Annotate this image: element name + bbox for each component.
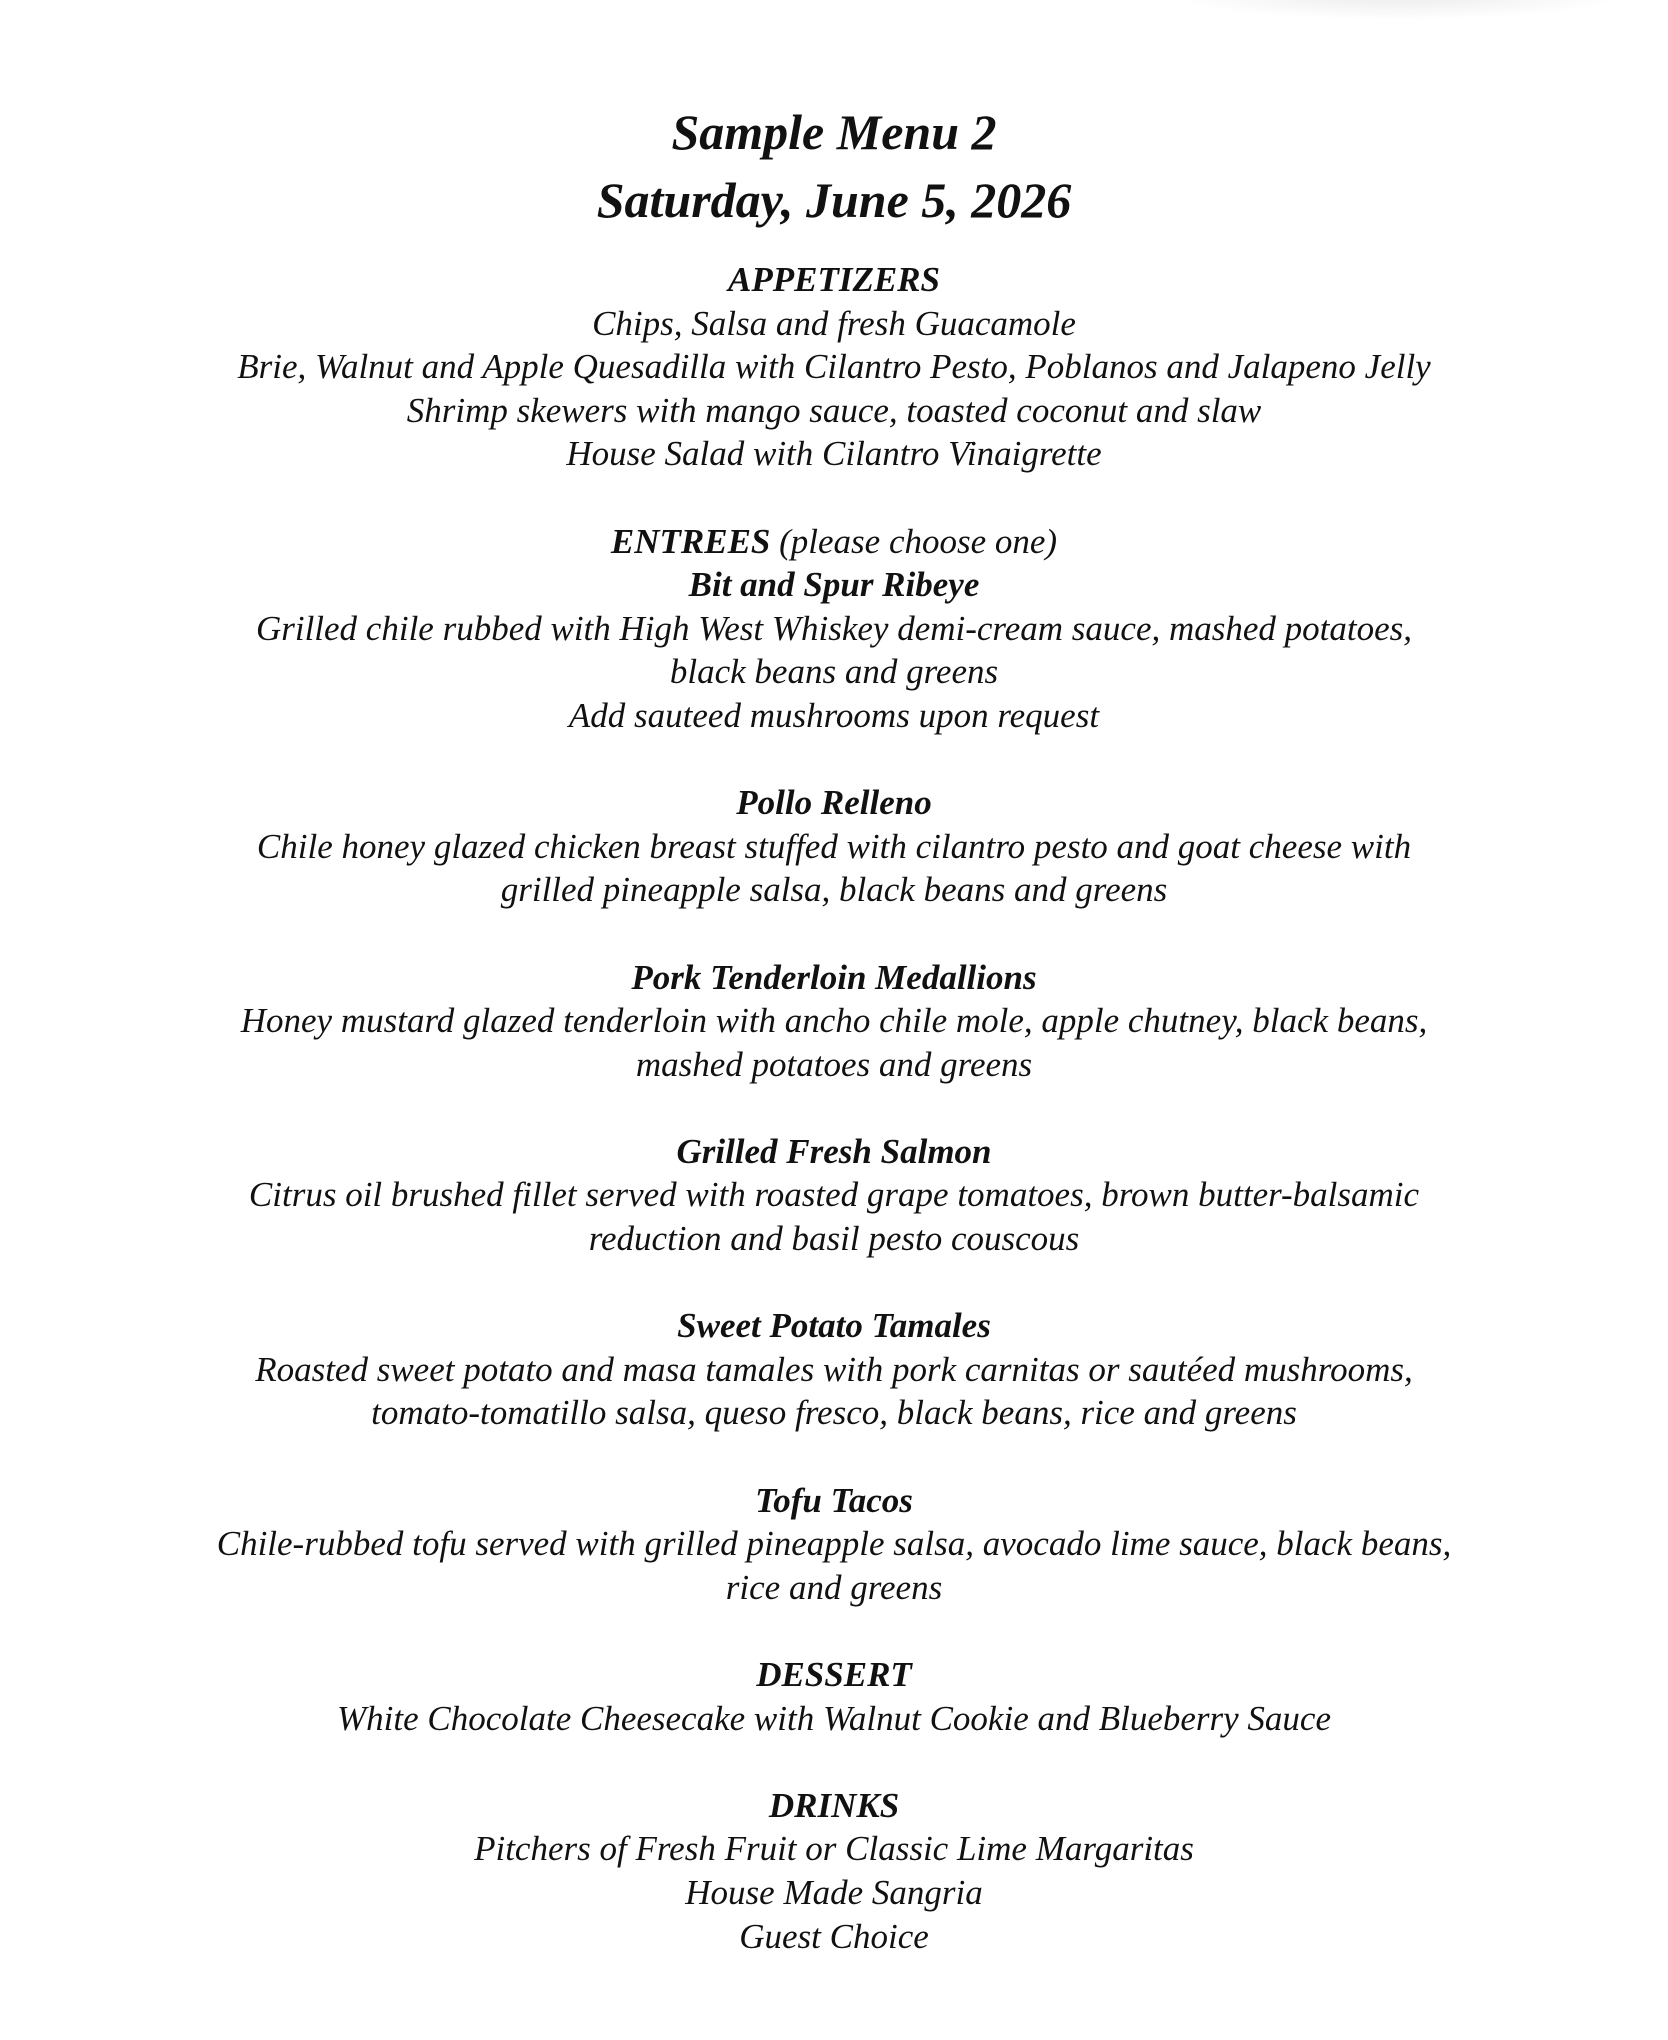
entree-name: Bit and Spur Ribeye [688, 565, 980, 605]
entree-name: Grilled Fresh Salmon [676, 1131, 992, 1171]
entree-item [0, 1304, 1668, 1435]
dessert-heading: DESSERT [756, 1655, 912, 1694]
drink-item: House Made Sangria [685, 1872, 983, 1912]
entree-description: Add sauteed mushrooms upon request [568, 695, 1100, 735]
menu-title: Sample Menu 2 [671, 104, 997, 160]
drink-item: Guest Choice [739, 1916, 929, 1956]
entree-description: tomato-tomatillo salsa, queso fresco, black beans, rice and greens [371, 1393, 1297, 1433]
menu-date: Saturday, June 5, 2026 [596, 172, 1072, 228]
appetizers-heading: APPETIZERS [728, 260, 940, 299]
drinks-section [0, 1784, 1668, 1958]
entree-description: Chile honey glazed chicken breast stuffed with cilantro pesto and goat cheese with [256, 826, 1412, 866]
entree-item [0, 563, 1668, 737]
entree-description: Roasted sweet potato and masa tamales with pork carnitas or sautéed mushrooms, [255, 1349, 1413, 1389]
title-block [0, 98, 1668, 234]
entree-description: Chile-rubbed tofu served with grilled pineapple salsa, avocado lime sauce, black beans, [216, 1524, 1452, 1564]
entree-description: reduction and basil pesto couscous [588, 1219, 1080, 1259]
entree-description: rice and greens [725, 1567, 943, 1607]
drink-item: Pitchers of Fresh Fruit or Classic Lime Margaritas [474, 1829, 1194, 1869]
entree-name: Pollo Relleno [736, 783, 932, 823]
entree-description: black beans and greens [669, 652, 999, 692]
menu-document [0, 98, 1668, 1958]
entrees-note: (please choose one) [770, 521, 1058, 561]
entrees-heading: ENTREES [610, 521, 771, 561]
entree-name: Tofu Tacos [755, 1480, 913, 1520]
entree-item [0, 1479, 1668, 1610]
page-shadow [1168, 0, 1628, 20]
entree-description: Grilled chile rubbed with High West Whiskey demi-cream sauce, mashed potatoes, [255, 608, 1413, 648]
entree-item [0, 781, 1668, 912]
entree-description: Honey mustard glazed tenderloin with ancho chile mole, apple chutney, black beans, [240, 1001, 1428, 1041]
entree-item [0, 956, 1668, 1087]
appetizer-item: Brie, Walnut and Apple Quesadilla with Cilantro Pesto, Poblanos and Jalapeno Jelly [237, 347, 1431, 387]
drinks-heading: DRINKS [768, 1785, 900, 1825]
appetizer-item: House Salad with Cilantro Vinaigrette [566, 434, 1102, 474]
entrees-section [0, 520, 1668, 1610]
entree-description: mashed potatoes and greens [635, 1044, 1033, 1084]
appetizer-item: Chips, Salsa and fresh Guacamole [592, 303, 1076, 343]
appetizer-item: Shrimp skewers with mango sauce, toasted coconut and slaw [406, 390, 1262, 430]
dessert-section [0, 1653, 1668, 1740]
dessert-item: White Chocolate Cheesecake with Walnut Cookie and Blueberry Sauce [336, 1698, 1331, 1738]
entree-description: Citrus oil brushed fillet served with roasted grape tomatoes, brown butter-balsamic [248, 1175, 1420, 1215]
appetizers-section [0, 258, 1668, 476]
entrees-heading-line [0, 520, 1668, 564]
entree-item [0, 1130, 1668, 1261]
entree-description: grilled pineapple salsa, black beans and greens [500, 870, 1168, 910]
entree-name: Pork Tenderloin Medallions [631, 957, 1037, 997]
entree-name: Sweet Potato Tamales [677, 1306, 991, 1346]
